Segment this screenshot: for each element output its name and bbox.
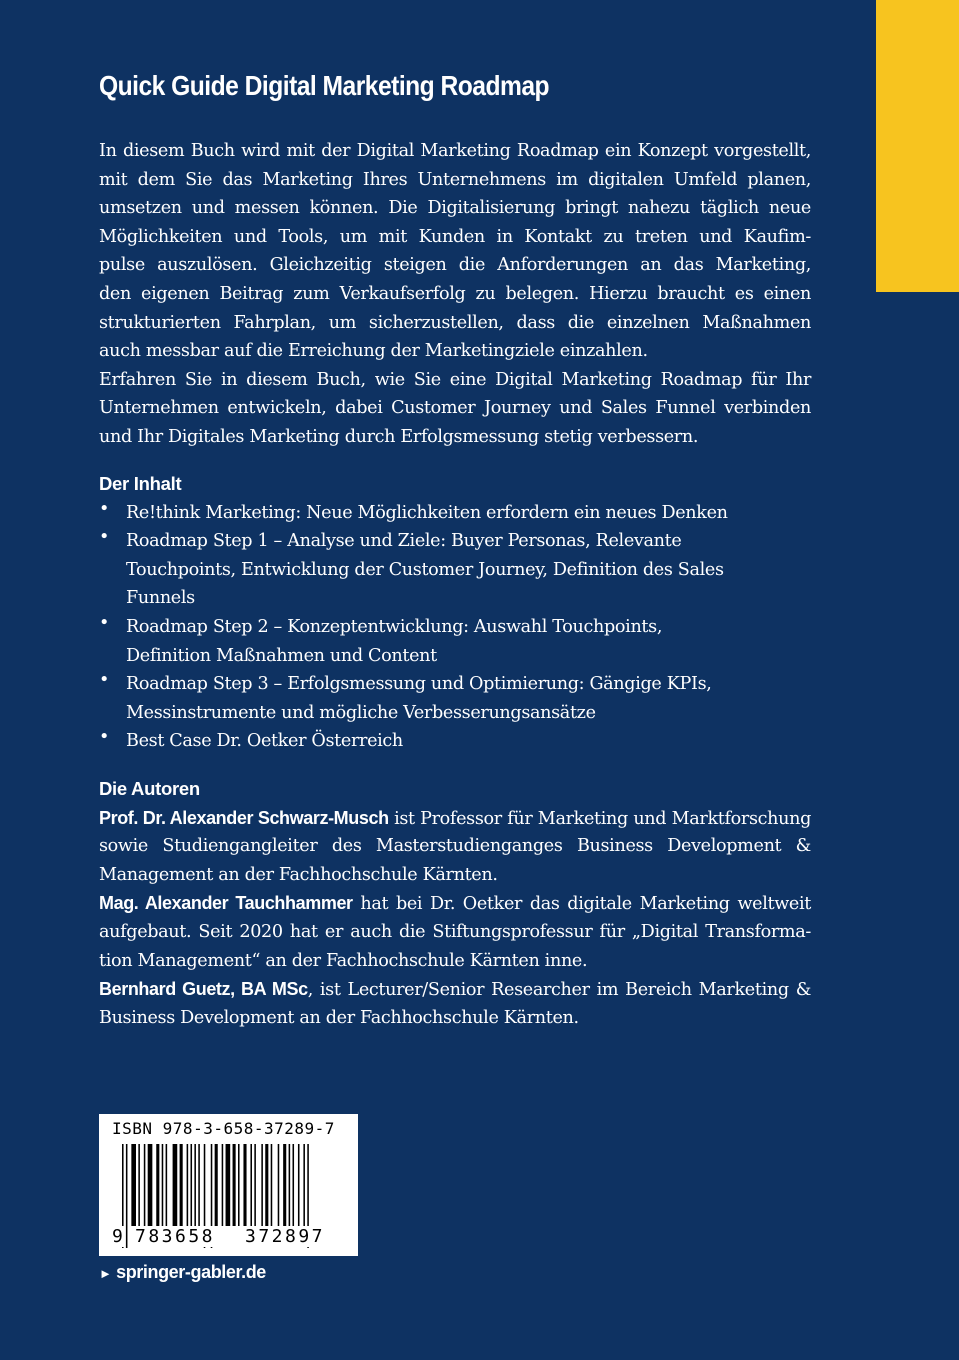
barcode-bar bbox=[265, 1144, 268, 1226]
intro-line: strukturierten Fahrplan, um sicherzustellen, dass die einzelnen Maßnahmen bbox=[99, 312, 811, 333]
barcode-bar bbox=[173, 1144, 178, 1226]
author-line bbox=[99, 947, 811, 976]
barcode-bar bbox=[156, 1144, 159, 1226]
contents-item-line: Touchpoints, Entwicklung der Customer Journey, Definition des Sales bbox=[126, 559, 724, 580]
barcode-bar bbox=[298, 1144, 300, 1226]
authors-heading: Die Autoren bbox=[99, 778, 200, 799]
author-name: Mag. Alexander Tauchhammer bbox=[99, 893, 353, 914]
author-line bbox=[99, 804, 811, 833]
barcode-left-digits: 783658 bbox=[135, 1226, 216, 1247]
intro-line: pulse auszulösen. Gleichzeitig steigen die Anforderungen an das Marketing, bbox=[99, 255, 811, 276]
contents-item-line: Roadmap Step 1 – Analyse und Ziele: Buyer Personas, Relevante bbox=[126, 531, 682, 552]
website-label: springer-gabler.de bbox=[116, 1262, 266, 1282]
author-line bbox=[99, 918, 811, 947]
barcode-bar bbox=[180, 1144, 183, 1226]
intro-line: Erfahren Sie in diesem Buch, wie Sie eine Digital Marketing Roadmap für Ihr bbox=[99, 369, 811, 390]
intro-paragraph bbox=[99, 137, 811, 452]
intro-line: Unternehmen entwickeln, dabei Customer Journey und Sales Funnel verbinden bbox=[99, 398, 811, 419]
barcode-first-digit: 9 bbox=[112, 1226, 126, 1247]
author-text: , ist Lecturer/Senior Researcher im Bereich Marketing & bbox=[307, 980, 812, 1001]
barcode-bar bbox=[278, 1144, 280, 1226]
contents-item-line: Messinstrumente und mögliche Verbesserungsansätze bbox=[126, 702, 596, 723]
contents-item bbox=[99, 499, 811, 528]
author-line bbox=[99, 1004, 811, 1033]
barcode-bar bbox=[283, 1144, 286, 1226]
author-text: tion Management“ an der Fachhochschule Kärnten inne. bbox=[99, 950, 588, 971]
barcode-bar bbox=[138, 1144, 140, 1226]
authors-section bbox=[99, 775, 811, 1032]
intro-line: den eigenen Beitrag zum Verkaufserfolg zu belegen. Hierzu braucht es einen bbox=[99, 283, 811, 304]
barcode-bar bbox=[293, 1144, 295, 1226]
barcode-bar bbox=[198, 1144, 200, 1226]
barcode-bar bbox=[215, 1144, 218, 1226]
contents-heading: Der Inhalt bbox=[99, 473, 182, 494]
barcode-bar bbox=[233, 1144, 236, 1226]
barcode-bar bbox=[250, 1144, 252, 1226]
author-text: sowie Studiengangleiter des Masterstudienganges Business Development & bbox=[99, 836, 811, 857]
author-name: Prof. Dr. Alexander Schwarz-Musch bbox=[99, 807, 389, 828]
intro-line: auch messbar auf die Erreichung der Marketingziele einzahlen. bbox=[99, 341, 648, 362]
barcode-bar bbox=[144, 1144, 146, 1226]
barcode-bar bbox=[148, 1144, 153, 1226]
bullet-icon: • bbox=[99, 612, 110, 633]
barcode-bar bbox=[126, 1144, 128, 1248]
author-text: Business Development an der Fachhochschule Kärnten. bbox=[99, 1007, 579, 1028]
barcode-bar bbox=[187, 1144, 189, 1226]
barcode-bar bbox=[243, 1144, 246, 1226]
author-text: hat bei Dr. Oetker das digitale Marketing weltweit bbox=[352, 894, 811, 915]
barcode-bar bbox=[226, 1144, 231, 1226]
barcode-bar bbox=[162, 1144, 164, 1226]
barcode-bar bbox=[238, 1144, 240, 1226]
barcode-bar bbox=[194, 1144, 196, 1226]
barcode-bar bbox=[289, 1144, 291, 1226]
website-link[interactable] bbox=[99, 1262, 266, 1283]
contents-item-line: Roadmap Step 2 – Konzeptentwicklung: Auswahl Touchpoints, bbox=[126, 616, 663, 637]
author-line bbox=[99, 889, 811, 918]
barcode-bar bbox=[222, 1144, 224, 1226]
barcode-bar bbox=[166, 1144, 168, 1226]
contents-item-line: Funnels bbox=[126, 588, 195, 609]
intro-line: umsetzen und messen können. Die Digitalisierung bringt nahezu täglich neue bbox=[99, 198, 811, 219]
author-line bbox=[99, 861, 811, 890]
author-line bbox=[99, 832, 811, 861]
author-name: Bernhard Guetz, BA MSc bbox=[99, 979, 308, 1000]
accent-tab bbox=[876, 0, 959, 292]
author-text: ist Professor für Marketing und Marktforschung bbox=[388, 808, 811, 829]
contents-item-line: Best Case Dr. Oetker Österreich bbox=[126, 731, 403, 752]
isbn-label: ISBN 978-3-658-37289-7 bbox=[112, 1119, 335, 1138]
play-arrow-icon: ► bbox=[99, 1266, 112, 1281]
barcode-right-digits: 372897 bbox=[245, 1226, 326, 1247]
authors-list bbox=[99, 804, 811, 1033]
intro-line: In diesem Buch wird mit der Digital Marketing Roadmap ein Konzept vorgestellt, bbox=[99, 141, 811, 161]
intro-line: und Ihr Digitales Marketing durch Erfolgsmessung stetig verbessern. bbox=[99, 426, 699, 447]
contents-item bbox=[99, 613, 811, 670]
contents-section bbox=[99, 470, 811, 756]
author-text: aufgebaut. Seit 2020 hat er auch die Stiftungsprofessur für „Digital Transforma- bbox=[99, 921, 811, 942]
barcode-bar bbox=[191, 1144, 193, 1226]
contents-list bbox=[99, 499, 811, 756]
author-line bbox=[99, 975, 811, 1004]
contents-item bbox=[99, 670, 811, 727]
barcode-bar bbox=[261, 1144, 263, 1226]
contents-item bbox=[99, 527, 811, 613]
barcode-bar bbox=[254, 1144, 256, 1226]
bullet-icon: • bbox=[99, 527, 110, 548]
contents-item-line: Re!think Marketing: Neue Möglichkeiten erfordern ein neues Denken bbox=[126, 502, 728, 523]
bullet-icon: • bbox=[99, 670, 110, 691]
contents-item-line: Definition Maßnahmen und Content bbox=[126, 645, 437, 666]
barcode-bar bbox=[303, 1144, 305, 1226]
contents-item-line: Roadmap Step 3 – Erfolgsmessung und Optimierung: Gängige KPIs, bbox=[126, 674, 712, 695]
intro-line: Möglichkeiten und Tools, um mit Kunden in Kontakt zu treten und Kaufim- bbox=[99, 226, 811, 247]
isbn-barcode bbox=[99, 1114, 358, 1256]
bullet-icon: • bbox=[99, 727, 110, 748]
contents-item bbox=[99, 727, 811, 756]
author-text: Management an der Fachhochschule Kärnten. bbox=[99, 864, 498, 885]
bullet-icon: • bbox=[99, 498, 110, 519]
intro-line: mit dem Sie das Marketing Ihres Unternehmens im digitalen Umfeld planen, bbox=[99, 169, 811, 190]
barcode-bar bbox=[271, 1144, 273, 1226]
book-title: Quick Guide Digital Marketing Roadmap bbox=[99, 70, 550, 101]
barcode-bar bbox=[131, 1144, 136, 1226]
